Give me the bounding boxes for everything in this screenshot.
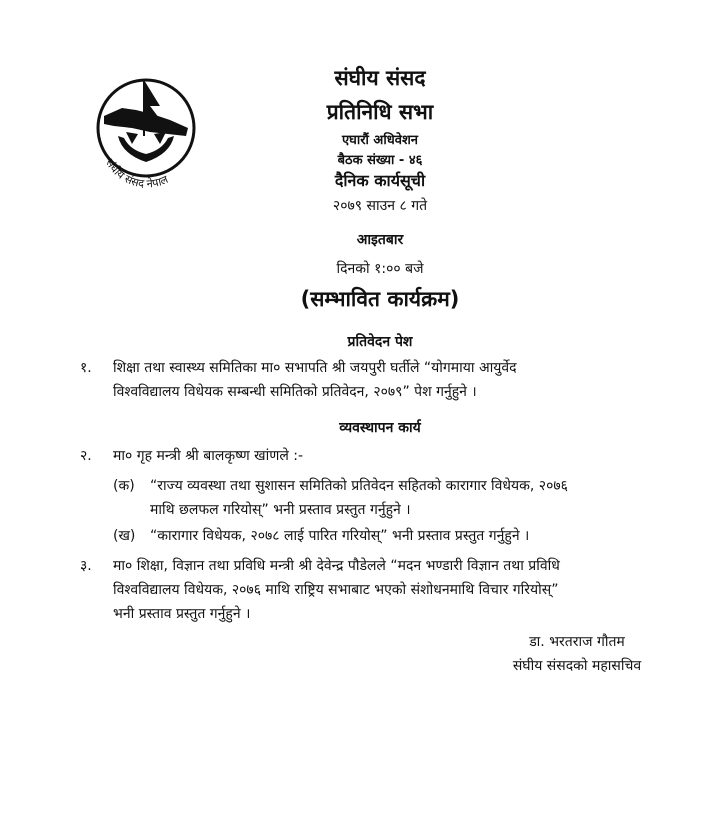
section-legislation-title: व्यवस्थापन कार्य [339, 420, 421, 436]
item1-number: १. [80, 360, 92, 376]
session-label: एघारौं अधिवेशन [341, 133, 419, 148]
signatory-name: डा. भरतराज गौतम [529, 634, 625, 650]
item1-line1: शिक्षा तथा स्वास्थ्य समितिका मा० सभापति श्री जयपुरी घर्तीले “योगमाया आयुर्वेद [113, 360, 517, 376]
item2-ka-line1: “राज्य व्यवस्था तथा सुशासन समितिको प्रतिवेदन सहितको कारागार विधेयक, २०७६ [150, 478, 568, 494]
section-report-title: प्रतिवेदन पेश [347, 334, 413, 350]
time-label: दिनको १:०० बजे [336, 261, 424, 277]
item1-line2: विश्वविद्यालय विधेयक सम्बन्धी समितिको प्रतिवेदन, २०७९” पेश गर्नुहुने । [113, 384, 477, 400]
item2-text: मा० गृह मन्त्री श्री बालकृष्ण खांणले :- [113, 448, 304, 464]
item3-number: ३. [80, 558, 92, 574]
item2-ka-label: (क) [113, 478, 135, 494]
meeting-number: बैठक संख्या - ४६ [337, 153, 423, 168]
item2-kha-line1: “कारागार विधेयक, २०७८ लाई पारित गरियोस्” भनी प्रस्ताव प्रस्तुत गर्नुहुने । [150, 528, 530, 544]
item3-line2: विश्वविद्यालय विधेयक, २०७६ माथि राष्ट्रिय सभाबाट भएको संशोधनमाथि विचार गरियोस्” [113, 582, 559, 598]
program-title: (सम्भावित कार्यक्रम) [300, 287, 460, 311]
day-label: आइतबार [356, 232, 404, 248]
signatory-title: संघीय संसदको महासचिव [512, 658, 642, 674]
item3-line1: मा० शिक्षा, विज्ञान तथा प्रविधि मन्त्री श्री देवेन्द्र पौडेलले “मदन भण्डारी विज्ञान तथा प्रविधि [113, 558, 560, 574]
item2-number: २. [80, 448, 92, 464]
date-label: २०७९ साउन ८ गते [332, 198, 428, 214]
agenda-title: दैनिक कार्यसूची [334, 171, 426, 190]
header-line2: प्रतिनिधि सभा [326, 100, 434, 124]
header-line1: संघीय संसद [334, 66, 426, 90]
item2-ka-line2: माथि छलफल गरियोस्” भनी प्रस्ताव प्रस्तुत गर्नुहुने । [150, 502, 411, 518]
item3-line3: भनी प्रस्ताव प्रस्तुत गर्नुहुने । [113, 606, 251, 622]
emblem-caption: संघीय संसद नेपाल [102, 156, 171, 191]
item2-kha-label: (ख) [113, 528, 136, 544]
